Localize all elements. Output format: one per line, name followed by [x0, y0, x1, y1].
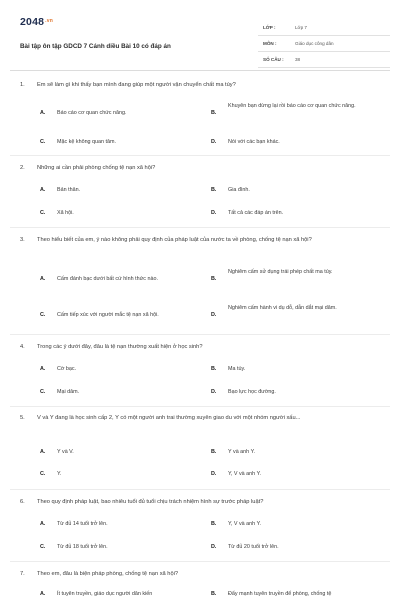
meta-key: MÔN :: [263, 41, 277, 46]
question-number: 3.: [20, 237, 25, 243]
meta-value: Giáo dục công dân: [295, 41, 334, 46]
question-text: Trong các ý dưới đây, đâu là tệ nạn thường xuất hiện ở học sinh?: [37, 344, 203, 350]
question-text: Theo quy định pháp luật, bao nhiêu tuổi đủ tuổi chịu trách nhiệm hình sự trước pháp luật?: [37, 499, 264, 505]
question-text: Theo em, đâu là biện pháp phòng, chống tệ nạn xã hội?: [37, 571, 179, 577]
question-number: 7.: [20, 571, 25, 577]
header-divider: [10, 70, 390, 71]
question-text: Theo hiểu biết của em, ý nào không phải quy định của pháp luật của nước ta về phòng, chống tệ nạn xã hội?: [37, 237, 312, 243]
question-separator: [10, 227, 390, 228]
question-text: Những ai cần phải phòng chống tệ nạn xã hội?: [37, 165, 156, 171]
question-separator: [10, 406, 390, 407]
meta-value: 38: [295, 57, 301, 62]
question-separator: [10, 489, 390, 490]
meta-key: SỐ CÂU :: [263, 57, 284, 62]
question-separator: [10, 155, 390, 156]
question-number: 2.: [20, 165, 25, 171]
question-separator: [10, 561, 390, 562]
site-logo[interactable]: $2048^{.vn}$: [20, 16, 53, 28]
question-number: 4.: [20, 344, 25, 350]
meta-key: LỚP :: [263, 25, 276, 30]
question-number: 5.: [20, 415, 25, 421]
question-number: 6.: [20, 499, 25, 505]
question-text: Em sẽ làm gì khi thấy bạn mình đang giúp một người vận chuyển chất ma túy?: [37, 82, 236, 88]
meta-row-subject: [258, 36, 390, 52]
question-separator: [10, 334, 390, 335]
header: [10, 12, 390, 62]
meta-row-class: [258, 20, 390, 36]
question-text: V và Y đang là học sinh cấp 2, Y có một người anh trai thường xuyên giao du với một nhóm người xấu...: [37, 415, 301, 421]
meta-table: [258, 20, 390, 68]
worksheet-page: $2048^{.vn}$ Bài tập ôn tập GDCD 7 Cánh diều Bài 10 có đáp án LỚP : Lớp 7 MÔN : Giáo dục công dân SỐ CÂU : 38 1. Em sẽ làm gì khi thấy bạn mình đang giúp một người vận chuyển chất ma túy? A. Báo cáo cơ quan chức năng. B. Khuyên bạn dừng lại rồi báo cáo cơ quan chức năng. C. Mặc kệ không quan tâm. D. Nói với các bạn khác. 2. Những ai cần phải phòng chống tệ nạn xã hội? A. Bản thân. B. Gia đình. C. Xã hội. D. Tất cả các đáp án trên. 3. Theo hiểu biết của em, ý nào không phải quy định của pháp luật của nước ta về phòng, chống tệ nạn xã hội? A. Cấm đánh bạc dưới bất cứ hình thức nào. B. Nghiêm cấm sử dụng trái phép chất ma túy. C. Cấm tiếp xúc với người mắc tệ nạn xã hội. D. Nghiêm cấm hành vi dụ dỗ, dẫn dắt mại dâm. 4. Trong các ý dưới đây, đâu là tệ nạn thường xuất hiện ở học sinh? A. Cờ bạc. B. Ma túy. C. Mại dâm. D. Bạo lực học đường. 5. V và Y đang là học sinh cấp 2, Y có một người anh trai thường xuyên giao du với một nhóm người xấu... A. Y và V. B. Y và anh Y. C. Y. D. Y, V và anh Y. 6. Theo quy định pháp luật, bao nhiêu tuổi đủ tuổi chịu trách nhiệm hình sự trước pháp luật? A. Từ đủ 14 tuổi trở lên. B. Y, V và anh Y. C. Từ đủ 18 tuổi trở lên. D. Từ đủ 20 tuổi trở lên. 7. Theo em, đâu là biện pháp phòng, chống tệ nạn xã hội? A. Ít tuyên truyền, giáo dục người dân kiến B. Đẩy mạnh tuyên truyền để phòng, chống tệ: [0, 0, 400, 600]
meta-row-count: [258, 52, 390, 68]
question-number: 1.: [20, 82, 25, 88]
meta-value: Lớp 7: [295, 25, 307, 30]
page-title: Bài tập ôn tập GDCD 7 Cánh diều Bài 10 có đáp án: [20, 43, 171, 50]
